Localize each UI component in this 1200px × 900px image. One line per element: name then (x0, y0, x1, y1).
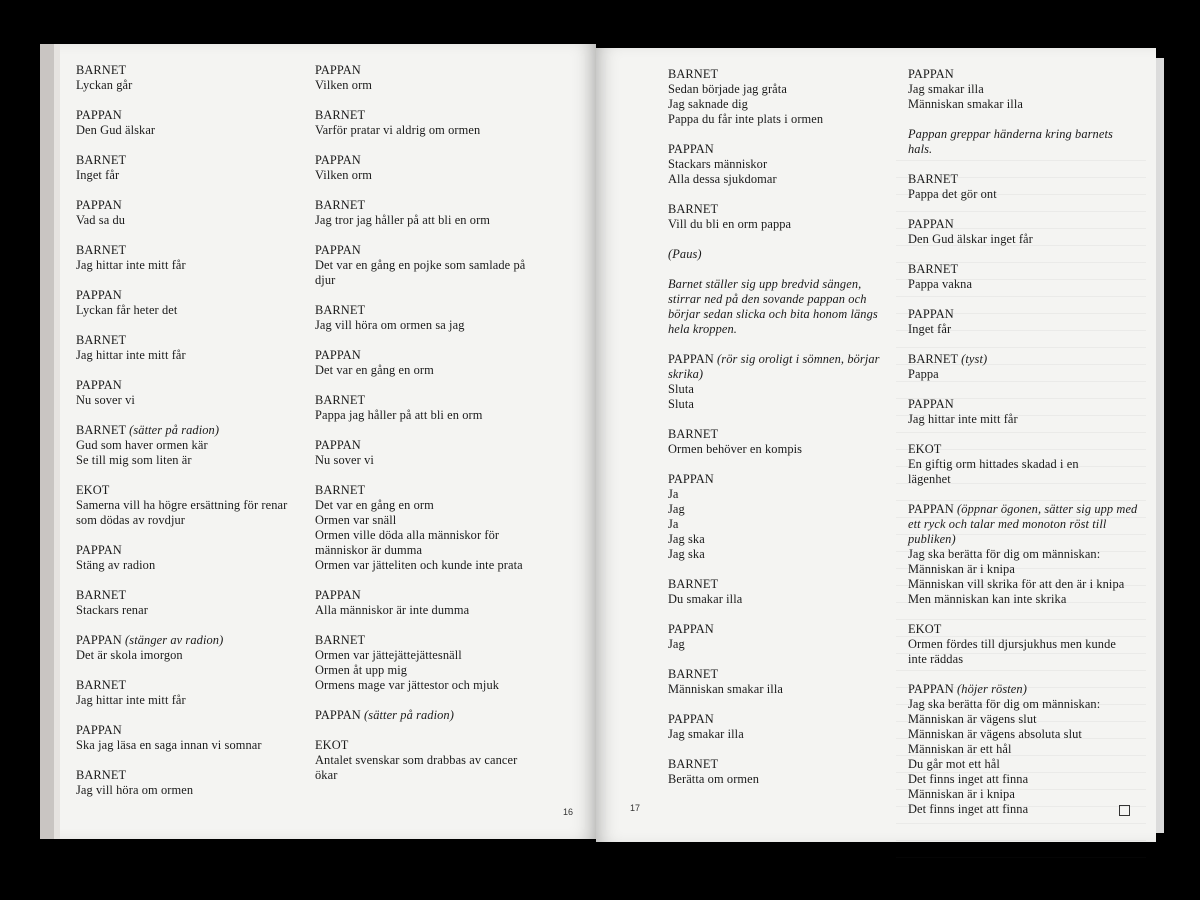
speaker-line (668, 577, 883, 592)
speaker-name: BARNET (315, 198, 366, 212)
speaker-line (76, 768, 301, 783)
speaker-name: PAPPAN (76, 633, 122, 647)
speaker-line (315, 153, 555, 168)
dialogue-line: Jag vill höra om ormen (76, 783, 194, 797)
speaker-line (315, 243, 555, 258)
speaker-line (315, 393, 555, 408)
speaker-name: BARNET (315, 633, 366, 647)
dialogue-line: Stackars människor (668, 157, 768, 171)
speaker-line (315, 63, 555, 78)
dialogue-line: Ormen var jätteliten och kunde inte prata (315, 558, 523, 572)
dialogue-line: Se till mig som liten är (76, 453, 192, 467)
dialogue-line: Lyckan får heter det (76, 303, 178, 317)
right-page (596, 48, 1156, 842)
dialogue-block (76, 423, 301, 468)
dialogue-line: Lyckan går (76, 78, 133, 92)
dialogue-line: Människan smakar illa (668, 682, 783, 696)
speaker-line (668, 712, 883, 727)
dialogue-block (668, 142, 883, 187)
dialogue-block (315, 63, 555, 93)
dialogue-line: Ska jag läsa en saga innan vi somnar (76, 738, 262, 752)
dialogue-block (908, 127, 1140, 157)
dialogue-line: som dödas av rovdjur (76, 513, 186, 527)
dialogue-line: Ormen ville döda alla människor för (315, 528, 500, 542)
speaker-line (76, 423, 301, 438)
dialogue-line: Det var en gång en orm (315, 363, 434, 377)
dialogue-block (315, 708, 555, 723)
dialogue-block (76, 243, 301, 273)
speaker-line (315, 108, 555, 123)
dialogue-line: Det var en gång en orm (315, 498, 434, 512)
dialogue-line: Den Gud älskar inget får (908, 232, 1033, 246)
dialogue-line: Människan är i knipa (908, 562, 1015, 576)
speaker-name: EKOT (908, 442, 942, 456)
speaker-name: PAPPAN (315, 588, 361, 602)
dialogue-line: En giftig orm hittades skadad i en (908, 457, 1079, 471)
speaker-line (76, 243, 301, 258)
speaker-name: BARNET (76, 243, 127, 257)
speaker-name: PAPPAN (908, 397, 954, 411)
dialogue-block (908, 307, 1140, 337)
dialogue-block (668, 352, 883, 412)
speaker-name: BARNET (908, 172, 959, 186)
speaker-line (315, 198, 555, 213)
speaker-name: PAPPAN (76, 288, 122, 302)
dialogue-block (315, 633, 555, 693)
dialogue-block (76, 543, 301, 573)
dialogue-block (76, 288, 301, 318)
speaker-line (668, 142, 883, 157)
dialogue-block (908, 172, 1140, 202)
speaker-line (908, 442, 1140, 457)
dialogue-line: Pappa (908, 367, 939, 381)
dialogue-block (76, 198, 301, 228)
speaker-name: PAPPAN (668, 142, 714, 156)
dialogue-block (315, 393, 555, 423)
speaker-name: PAPPAN (76, 723, 122, 737)
dialogue-block (668, 472, 883, 562)
stage-direction: (Paus) (668, 247, 702, 261)
dialogue-block (315, 738, 555, 783)
dialogue-block (908, 67, 1140, 112)
dialogue-line: Men människan kan inte skrika (908, 592, 1067, 606)
dialogue-block (668, 577, 883, 607)
speaker-name: BARNET (76, 768, 127, 782)
dialogue-line: Jag vill höra om ormen sa jag (315, 318, 465, 332)
stage-direction: Pappan greppar händerna kring barnets hals. (908, 127, 1113, 156)
dialogue-line: Pappa du får inte plats i ormen (668, 112, 824, 126)
speaker-name: PAPPAN (668, 712, 714, 726)
speaker-name: PAPPAN (76, 108, 122, 122)
speaker-name: BARNET (76, 588, 127, 602)
page-edge-right (1156, 58, 1164, 833)
dialogue-line: Människan är vägens absoluta slut (908, 727, 1082, 741)
dialogue-block (668, 712, 883, 742)
speaker-name: PAPPAN (315, 438, 361, 452)
dialogue-line: människor är dumma (315, 543, 423, 557)
dialogue-line: Den Gud älskar (76, 123, 156, 137)
speaker-name: PAPPAN (908, 307, 954, 321)
speaker-name: PAPPAN (908, 217, 954, 231)
dialogue-line: Jag hittar inte mitt får (76, 348, 186, 362)
dialogue-block (908, 397, 1140, 427)
stage-direction: (stänger av radion) (125, 633, 224, 647)
speaker-name: BARNET (668, 667, 719, 681)
dialogue-line: Antalet svenskar som drabbas av cancer (315, 753, 518, 767)
dialogue-block (76, 378, 301, 408)
dialogue-line: Alla människor är inte dumma (315, 603, 470, 617)
dialogue-line: Gud som haver ormen kär (76, 438, 208, 452)
page-edge-strip-light (54, 44, 60, 839)
speaker-name: EKOT (908, 622, 942, 636)
speaker-line (668, 472, 883, 487)
speaker-line (76, 63, 301, 78)
dialogue-line: Jag ska (668, 547, 705, 561)
speaker-line (315, 438, 555, 453)
dialogue-block (315, 153, 555, 183)
dialogue-line: Berätta om ormen (668, 772, 760, 786)
speaker-name: BARNET (76, 63, 127, 77)
dialogue-line: Människan är ett hål (908, 742, 1012, 756)
speaker-line (76, 378, 301, 393)
dialogue-line: Ormens mage var jättestor och mjuk (315, 678, 500, 692)
dialogue-line: Ormen var snäll (315, 513, 397, 527)
dialogue-line: Nu sover vi (315, 453, 374, 467)
dialogue-line: Jag tror jag håller på att bli en orm (315, 213, 491, 227)
speaker-name: PAPPAN (908, 682, 954, 696)
dialogue-line: Ja (668, 487, 679, 501)
speaker-name: BARNET (76, 153, 127, 167)
dialogue-line: Sedan började jag gråta (668, 82, 787, 96)
speaker-line (668, 622, 883, 637)
speaker-line (668, 667, 883, 682)
left-page-column-1 (76, 63, 301, 813)
stage-direction: (sätter på radion) (364, 708, 454, 722)
dialogue-block (76, 768, 301, 798)
dialogue-block (668, 277, 883, 337)
speaker-line (668, 427, 883, 442)
dialogue-block (76, 723, 301, 753)
speaker-line (76, 543, 301, 558)
dialogue-block (76, 108, 301, 138)
dialogue-block (908, 502, 1140, 607)
speaker-name: BARNET (315, 393, 366, 407)
dialogue-block (908, 262, 1140, 292)
speaker-name: BARNET (668, 202, 719, 216)
stage-direction: (öppnar ögonen, sätter sig upp med ett ryck och talar med monoton röst till publiken) (908, 502, 1138, 546)
dialogue-line: Vilken orm (315, 78, 373, 92)
dialogue-line: Inget får (908, 322, 952, 336)
speaker-line (315, 633, 555, 648)
speaker-line (76, 723, 301, 738)
speaker-name: PAPPAN (908, 502, 954, 516)
stage-direction: (höjer rösten) (957, 682, 1027, 696)
dialogue-line: Människan smakar illa (908, 97, 1023, 111)
speaker-line (315, 303, 555, 318)
dialogue-line: Varför pratar vi aldrig om ormen (315, 123, 481, 137)
dialogue-line: lägenhet (908, 472, 951, 486)
dialogue-block (315, 303, 555, 333)
dialogue-line: Människan vill skrika för att den är i knipa (908, 577, 1125, 591)
dialogue-line: Stackars renar (76, 603, 148, 617)
speaker-name: PAPPAN (668, 622, 714, 636)
speaker-name: BARNET (76, 333, 127, 347)
speaker-line (315, 483, 555, 498)
dialogue-line: Människan är i knipa (908, 787, 1015, 801)
dialogue-line: Det är skola imorgon (76, 648, 183, 662)
dialogue-line: Jag ska berätta för dig om människan: (908, 697, 1101, 711)
speaker-line (668, 247, 883, 262)
speaker-name: PAPPAN (315, 708, 361, 722)
dialogue-line: Jag smakar illa (668, 727, 744, 741)
speaker-line (668, 277, 883, 337)
dialogue-line: djur (315, 273, 336, 287)
speaker-line (908, 352, 1140, 367)
dialogue-line: Inget får (76, 168, 120, 182)
dialogue-line: Jag hittar inte mitt får (76, 258, 186, 272)
speaker-line (908, 502, 1140, 547)
speaker-line (908, 127, 1140, 157)
dialogue-block (315, 483, 555, 573)
speaker-name: BARNET (668, 577, 719, 591)
dialogue-line: Jag ska berätta för dig om människan: (908, 547, 1101, 561)
end-square-icon (1119, 805, 1130, 816)
speaker-line (908, 682, 1140, 697)
speaker-name: PAPPAN (315, 153, 361, 167)
dialogue-block (315, 198, 555, 228)
dialogue-line: Pappa vakna (908, 277, 973, 291)
dialogue-line: ökar (315, 768, 338, 782)
dialogue-block (76, 333, 301, 363)
speaker-line (76, 198, 301, 213)
speaker-name: BARNET (908, 262, 959, 276)
dialogue-line: Det finns inget att finna (908, 802, 1029, 816)
dialogue-line: Människan är vägens slut (908, 712, 1037, 726)
speaker-line (315, 738, 555, 753)
dialogue-line: Du går mot ett hål (908, 757, 1000, 771)
dialogue-line: Det var en gång en pojke som samlade på (315, 258, 526, 272)
dialogue-line: Det finns inget att finna (908, 772, 1029, 786)
speaker-name: BARNET (315, 483, 366, 497)
dialogue-line: Ormen åt upp mig (315, 663, 408, 677)
speaker-name: BARNET (668, 67, 719, 81)
dialogue-line: Jag hittar inte mitt får (908, 412, 1018, 426)
dialogue-block (315, 108, 555, 138)
dialogue-line: Sluta (668, 397, 694, 411)
dialogue-block (315, 348, 555, 378)
dialogue-block (76, 588, 301, 618)
speaker-line (908, 172, 1140, 187)
dialogue-line: Nu sover vi (76, 393, 135, 407)
speaker-name: PAPPAN (908, 67, 954, 81)
dialogue-block (668, 67, 883, 127)
speaker-line (315, 588, 555, 603)
speaker-name: BARNET (668, 757, 719, 771)
speaker-line (668, 67, 883, 82)
dialogue-line: Ormen behöver en kompis (668, 442, 803, 456)
dialogue-line: Jag ska (668, 532, 705, 546)
dialogue-block (315, 438, 555, 468)
dialogue-line: Jag smakar illa (908, 82, 984, 96)
speaker-line (76, 153, 301, 168)
speaker-line (908, 262, 1140, 277)
dialogue-block (668, 202, 883, 232)
dialogue-line: Pappa det gör ont (908, 187, 997, 201)
speaker-name: BARNET (315, 303, 366, 317)
dialogue-block (76, 678, 301, 708)
speaker-name: BARNET (908, 352, 958, 366)
dialogue-block (668, 247, 883, 262)
speaker-line (908, 622, 1140, 637)
dialogue-block (668, 427, 883, 457)
speaker-line (76, 678, 301, 693)
dialogue-line: Du smakar illa (668, 592, 743, 606)
speaker-line (315, 348, 555, 363)
speaker-line (315, 708, 555, 723)
dialogue-line: Stäng av radion (76, 558, 156, 572)
dialogue-line: Alla dessa sjukdomar (668, 172, 777, 186)
speaker-line (908, 67, 1140, 82)
dialogue-block (908, 217, 1140, 247)
speaker-name: BARNET (668, 427, 719, 441)
dialogue-block (668, 667, 883, 697)
speaker-name: PAPPAN (315, 348, 361, 362)
speaker-name: PAPPAN (668, 352, 714, 366)
stage-direction: (tyst) (961, 352, 988, 366)
speaker-name: PAPPAN (76, 198, 122, 212)
speaker-line (76, 288, 301, 303)
speaker-name: PAPPAN (315, 243, 361, 257)
dialogue-block (908, 442, 1140, 487)
dialogue-line: Jag saknade dig (668, 97, 748, 111)
dialogue-block (908, 682, 1140, 817)
left-page-column-2 (315, 63, 555, 798)
dialogue-block (76, 633, 301, 663)
speaker-line (76, 483, 301, 498)
dialogue-line: Samerna vill ha högre ersättning för renar (76, 498, 288, 512)
dialogue-line: Vad sa du (76, 213, 126, 227)
speaker-name: PAPPAN (668, 472, 714, 486)
dialogue-block (908, 352, 1140, 382)
speaker-name: EKOT (76, 483, 110, 497)
page-edge-strip (40, 44, 54, 839)
speaker-line (668, 202, 883, 217)
dialogue-line: Ormen fördes till djursjukhus men kunde (908, 637, 1116, 651)
speaker-name: PAPPAN (76, 543, 122, 557)
speaker-line (908, 397, 1140, 412)
speaker-name: BARNET (76, 423, 126, 437)
dialogue-block (908, 622, 1140, 667)
speaker-line (668, 757, 883, 772)
speaker-line (76, 333, 301, 348)
right-page-column-2 (908, 67, 1140, 832)
speaker-line (76, 588, 301, 603)
dialogue-block (76, 153, 301, 183)
dialogue-line: Ormen var jättejättejättesnäll (315, 648, 462, 662)
dialogue-block (315, 243, 555, 288)
left-page (40, 44, 596, 839)
dialogue-line: Pappa jag håller på att bli en orm (315, 408, 483, 422)
speaker-line (76, 108, 301, 123)
stage-direction: Barnet ställer sig upp bredvid sängen, stirrar ned på den sovande pappan och börjar sedan slicka och bita honom längs hela kroppen. (668, 277, 878, 336)
dialogue-line: Vilken orm (315, 168, 373, 182)
right-page-column-1 (668, 67, 883, 802)
dialogue-line: Vill du bli en orm pappa (668, 217, 792, 231)
stage-direction: (sätter på radion) (129, 423, 220, 437)
speaker-name: PAPPAN (315, 63, 361, 77)
dialogue-line: Ja (668, 517, 679, 531)
dialogue-block (76, 63, 301, 93)
speaker-line (668, 352, 883, 382)
speaker-name: BARNET (315, 108, 366, 122)
stage-direction: (rör sig oroligt i sömnen, börjar skrika) (668, 352, 880, 381)
speaker-line (908, 217, 1140, 232)
dialogue-line: Sluta (668, 382, 694, 396)
speaker-name: PAPPAN (76, 378, 122, 392)
speaker-name: BARNET (76, 678, 127, 692)
dialogue-block (668, 622, 883, 652)
dialogue-line: inte räddas (908, 652, 964, 666)
speaker-line (76, 633, 301, 648)
speaker-name: EKOT (315, 738, 349, 752)
speaker-line (908, 307, 1140, 322)
page-number-left: 16 (563, 807, 574, 817)
dialogue-line: Jag hittar inte mitt får (76, 693, 186, 707)
dialogue-line: Jag (668, 637, 685, 651)
page-number-right: 17 (630, 803, 641, 813)
dialogue-block (76, 483, 301, 528)
dialogue-block (668, 757, 883, 787)
dialogue-line: Jag (668, 502, 685, 516)
dialogue-block (315, 588, 555, 618)
